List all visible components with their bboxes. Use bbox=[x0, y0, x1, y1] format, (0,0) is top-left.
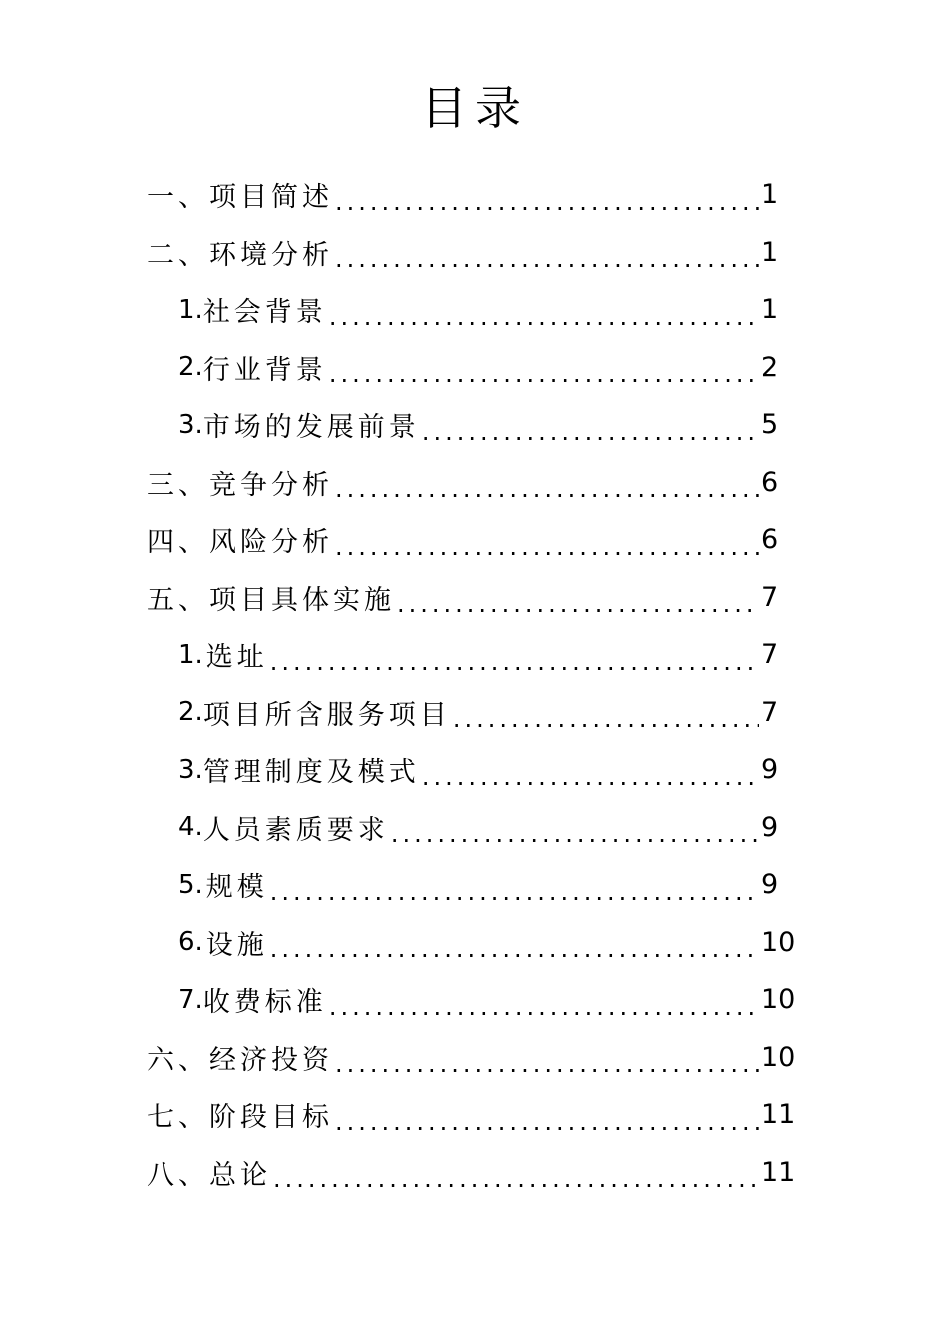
toc-entry-number: 3. bbox=[178, 754, 203, 785]
toc-dot-leader bbox=[329, 364, 759, 396]
toc-entry-page-number: 11 bbox=[761, 1156, 796, 1188]
toc-entry-number: 2. bbox=[178, 697, 203, 728]
toc-entry-page-number: 10 bbox=[761, 1041, 796, 1073]
toc-entry-label: 社会背景 bbox=[202, 297, 327, 329]
toc-dot-leader bbox=[397, 594, 759, 626]
toc-dot-leader bbox=[335, 1112, 759, 1144]
toc-entry-label: 五、项目具体实施 bbox=[147, 584, 395, 616]
toc-entry-page-number: 6 bbox=[761, 524, 779, 556]
toc-entry-label: 收费标准 bbox=[202, 987, 327, 1019]
toc-entry[interactable] bbox=[178, 281, 797, 339]
toc-entry-label: 六、经济投资 bbox=[147, 1044, 333, 1076]
toc-entry-number: 1. bbox=[178, 294, 203, 325]
toc-entry[interactable] bbox=[178, 741, 797, 799]
toc-dot-leader bbox=[422, 422, 759, 454]
toc-dot-leader bbox=[273, 1169, 759, 1201]
toc-entry-page-number: 5 bbox=[761, 409, 779, 441]
toc-entry-label: 项目所含服务项目 bbox=[202, 699, 451, 731]
toc-dot-leader bbox=[335, 537, 759, 569]
toc-entry-page-number: 7 bbox=[761, 639, 779, 671]
toc-entry-label: 规模 bbox=[205, 872, 268, 904]
toc-entry-page-number: 9 bbox=[761, 869, 779, 901]
toc-entry-page-number: 1 bbox=[761, 179, 779, 211]
toc-dot-leader bbox=[335, 1054, 759, 1086]
toc-entry-page-number: 10 bbox=[761, 926, 796, 958]
toc-entry-label: 三、竞争分析 bbox=[147, 469, 333, 501]
toc-entry-page-number: 11 bbox=[761, 1099, 796, 1131]
toc-entry[interactable] bbox=[178, 856, 797, 914]
toc-dot-leader bbox=[422, 767, 759, 799]
toc-dot-leader bbox=[270, 882, 759, 914]
toc-title: 目录 bbox=[421, 81, 529, 135]
toc-dot-leader bbox=[329, 997, 759, 1029]
toc-entry-label: 二、环境分析 bbox=[147, 239, 333, 271]
toc-dot-leader bbox=[453, 709, 759, 741]
toc-entry[interactable] bbox=[147, 1086, 797, 1144]
toc-entry-number: 2. bbox=[178, 352, 203, 383]
toc-entry-number: 4. bbox=[178, 812, 203, 843]
toc-entry-label: 七、阶段目标 bbox=[147, 1102, 333, 1134]
toc-entry-label: 四、风险分析 bbox=[147, 527, 333, 559]
toc-entry[interactable] bbox=[147, 511, 797, 569]
toc-entry[interactable] bbox=[178, 684, 797, 742]
toc-entry-page-number: 6 bbox=[761, 466, 779, 498]
toc-entry-page-number: 7 bbox=[761, 581, 779, 613]
toc-dot-leader bbox=[270, 939, 759, 971]
toc-entry[interactable] bbox=[178, 799, 797, 857]
toc-entry-number: 5. bbox=[178, 869, 203, 900]
toc-entry[interactable] bbox=[147, 454, 797, 512]
toc-entry-number: 6. bbox=[178, 927, 203, 958]
toc-entry-page-number: 2 bbox=[761, 351, 779, 383]
toc-entry-label: 八、总论 bbox=[147, 1159, 271, 1191]
toc-entry-page-number: 9 bbox=[761, 811, 779, 843]
toc-dot-leader bbox=[329, 307, 759, 339]
toc-dot-leader bbox=[335, 249, 759, 281]
toc-entry[interactable] bbox=[178, 626, 797, 684]
toc-entry[interactable] bbox=[178, 914, 797, 972]
toc-entry-label: 人员素质要求 bbox=[202, 814, 389, 846]
toc-entry[interactable] bbox=[147, 166, 797, 224]
toc-entry-label: 设施 bbox=[205, 929, 268, 961]
toc-entry-number: 7. bbox=[178, 984, 203, 1015]
toc-entry-page-number: 9 bbox=[761, 754, 779, 786]
toc-dot-leader bbox=[270, 652, 759, 684]
toc-list bbox=[0, 166, 950, 1201]
toc-entry-page-number: 7 bbox=[761, 696, 779, 728]
toc-entry-number: 1. bbox=[178, 639, 203, 670]
toc-dot-leader bbox=[335, 192, 759, 224]
toc-entry[interactable] bbox=[178, 396, 797, 454]
toc-entry-label: 市场的发展前景 bbox=[202, 412, 420, 444]
toc-entry[interactable] bbox=[147, 1029, 797, 1087]
toc-entry-label: 管理制度及模式 bbox=[202, 757, 420, 789]
toc-entry-page-number: 1 bbox=[761, 236, 779, 268]
toc-entry[interactable] bbox=[147, 569, 797, 627]
toc-entry[interactable] bbox=[178, 971, 797, 1029]
toc-entry[interactable] bbox=[178, 339, 797, 397]
toc-dot-leader bbox=[391, 824, 759, 856]
toc-entry-page-number: 10 bbox=[761, 984, 796, 1016]
toc-entry-label: 一、项目简述 bbox=[147, 182, 333, 214]
toc-entry[interactable] bbox=[147, 1144, 797, 1202]
toc-dot-leader bbox=[335, 479, 759, 511]
toc-entry-number: 3. bbox=[178, 409, 203, 440]
toc-entry-label: 行业背景 bbox=[202, 354, 327, 386]
toc-entry-page-number: 1 bbox=[761, 294, 779, 326]
toc-entry[interactable] bbox=[147, 224, 797, 282]
toc-entry-label: 选址 bbox=[205, 642, 268, 674]
